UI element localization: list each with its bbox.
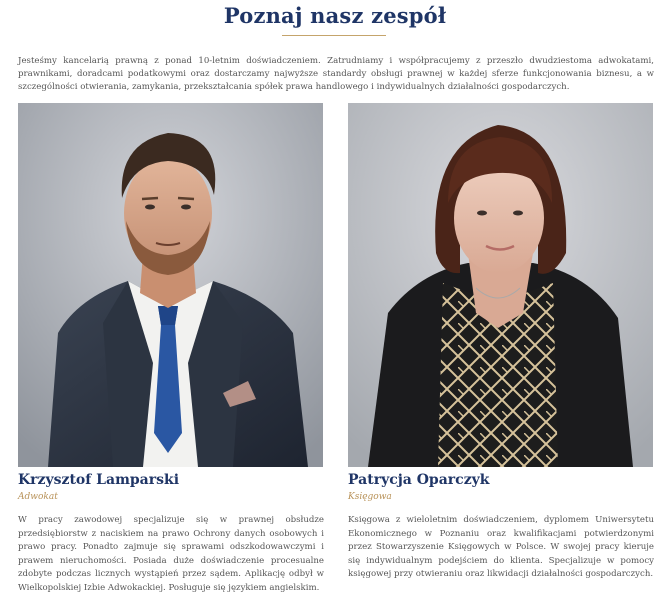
team-photo-krzysztof [18, 103, 323, 467]
team-photo-patrycja [348, 103, 653, 467]
member-name-krzysztof: Krzysztof Lamparski [18, 472, 180, 488]
member-name-patrycja: Patrycja Oparczyk [348, 472, 490, 488]
member-bio-patrycja: Księgowa z wieloletnim doświadczeniem, dyplomem Uniwersytetu Ekonomicznego w Poznaniu oraz kwalifikacjami potwierdzonymi przez Stowarzyszenie Księgowych w Polsce. W swojej pracy kieruje się indywidualnym podejściem do klienta. Specjalizuje w pomocy księgowej przy otwieraniu oraz likwidacji działalności gospodarczych. [348, 515, 654, 580]
member-bio-krzysztof: W pracy zawodowej specjalizuje się w prawnej obsłudze przedsiębiorstw z naciskiem na prawo Ochrony danych osobowych i prawo pracy. Ponadto zajmuje się sprawami odszkodowawczymi i prawem nieruchomości. Posiada duże doświadczenie procesualne zdobyte podczas licznych wystąpień przez sądem. Aplikację odbył w Wielkopolskiej Izbie Adwokackiej. Posługuje się językiem angielskim. [18, 515, 324, 593]
title-divider [282, 35, 386, 36]
member-role-patrycja: Księgowa [348, 492, 392, 502]
page-title: Poznaj nasz zespół [223, 3, 447, 28]
member-role-krzysztof: Adwokat [18, 492, 58, 502]
intro-text: Jesteśmy kancelarią prawną z ponad 10-letnim doświadczeniem. Zatrudniamy i współpracujemy z przeszło dwudziestoma adwokatami, prawnikami, doradcami podatkowymi oraz dostarczamy najwyższe standardy obsługi prawnej w każdej sferze funkcjonowania biznesu, a w szczególności otwierania, zamykania, przekształcania spółek prawa handlowego i indywidualnych działalności gospodarczych. [18, 55, 654, 92]
